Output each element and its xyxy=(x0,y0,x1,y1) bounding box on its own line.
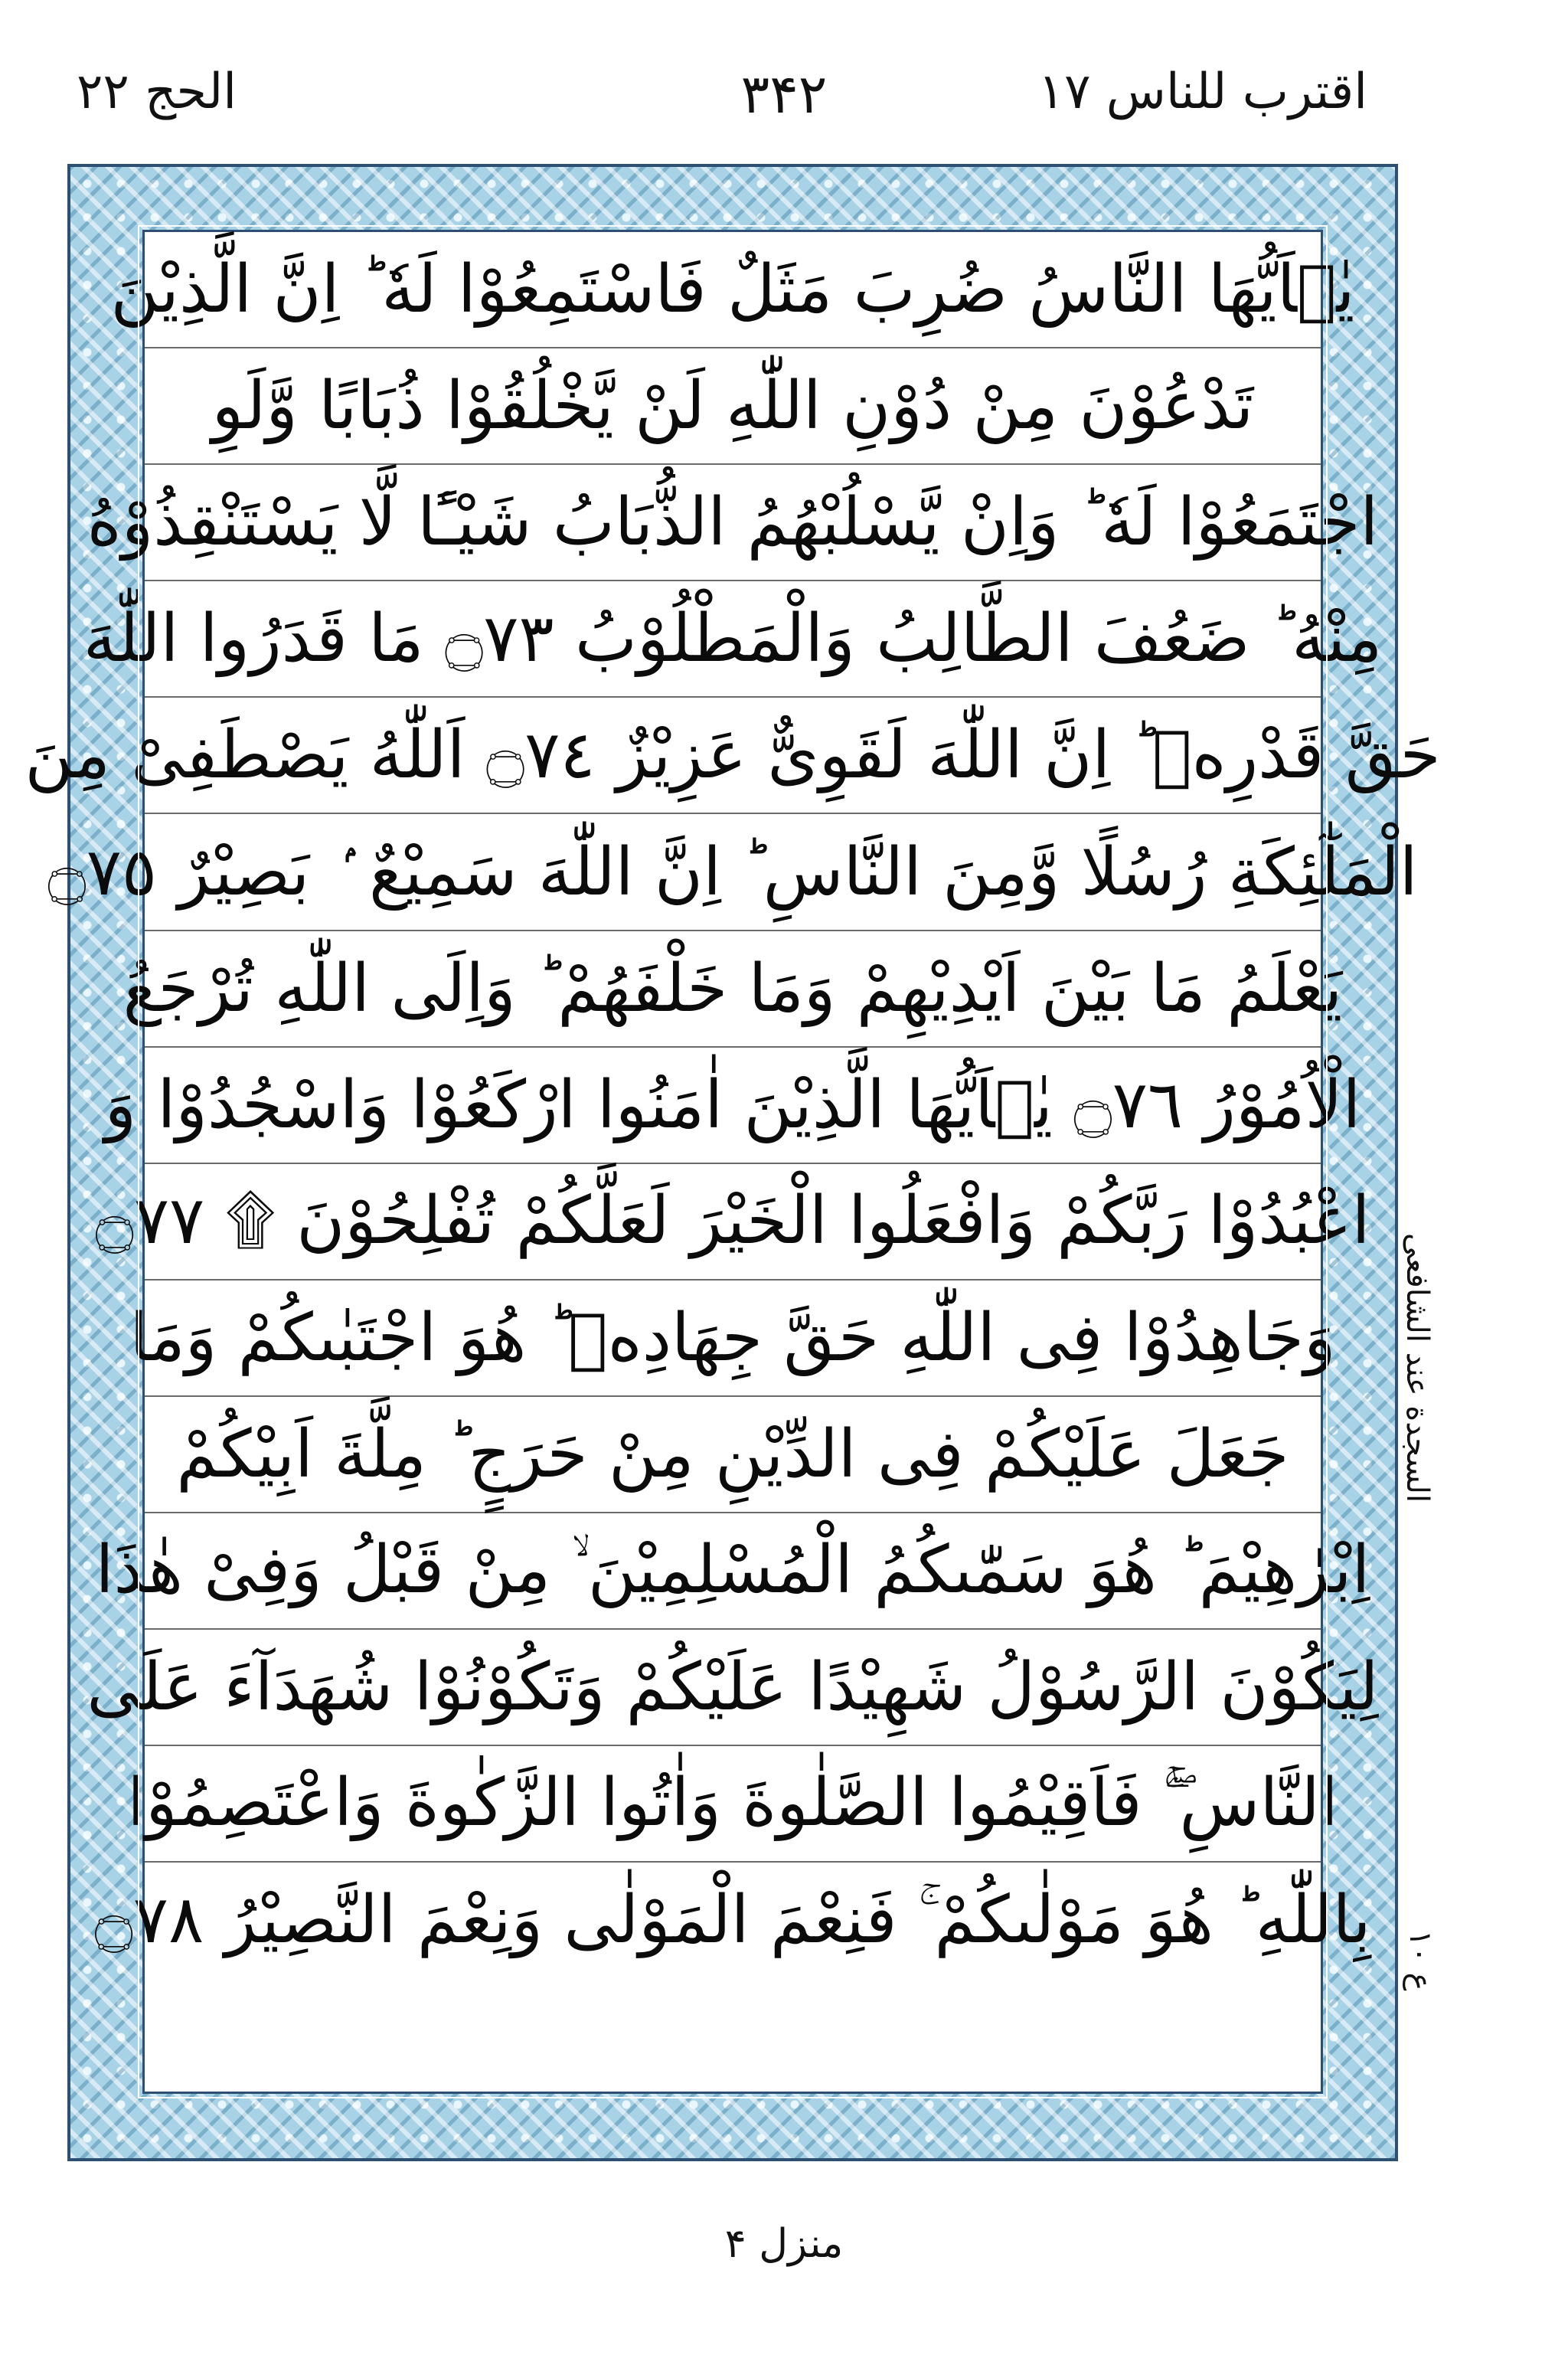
verse-line: يٰۤاَيُّهَا النَّاسُ ضُرِبَ مَثَلٌ فَاسْتَمِعُوْا لَهٗ ؕ اِنَّ الَّذِيْنَ xyxy=(145,232,1321,348)
verse-line: يَعْلَمُ مَا بَيْنَ اَيْدِيْهِمْ وَمَا خَلْفَهُمْ ؕ وَاِلَى اللّٰهِ تُرْجَعُ xyxy=(145,931,1321,1048)
page-number: ۳۴۲ xyxy=(740,63,828,126)
verse-line: الْاُمُوْرُ ۝٧٦ يٰۤاَيُّهَا الَّذِيْنَ اٰمَنُوا ارْكَعُوْا وَاسْجُدُوْا وَ xyxy=(145,1048,1321,1164)
verse-line: اعْبُدُوْا رَبَّكُمْ وَافْعَلُوا الْخَيْرَ لَعَلَّكُمْ تُفْلِحُوْنَ ۩ ۝٧٧ xyxy=(145,1164,1321,1281)
verse-line: تَدْعُوْنَ مِنْ دُوْنِ اللّٰهِ لَنْ يَّخْلُقُوْا ذُبَابًا وَّلَوِ xyxy=(145,348,1321,465)
manzil-label: منزل ۴ xyxy=(724,2221,844,2267)
verse-line: الْمَلٰٓئِكَةِ رُسُلًا وَّمِنَ النَّاسِ ؕ اِنَّ اللّٰهَ سَمِيْعٌ ۢ بَصِيْرٌ ۝٧٥ xyxy=(145,814,1321,931)
verse-line: وَجَاهِدُوْا فِى اللّٰهِ حَقَّ جِهَادِهٖ ؕ هُوَ اجْتَبٰىكُمْ وَمَا xyxy=(145,1281,1321,1397)
verse-line: لِيَكُوْنَ الرَّسُوْلُ شَهِيْدًا عَلَيْكُمْ وَتَكُوْنُوْا شُهَدَآءَ عَلَى xyxy=(145,1630,1321,1746)
verse-line: بِاللّٰهِ ؕ هُوَ مَوْلٰىكُمْ ۚ فَنِعْمَ الْمَوْلٰى وَنِعْمَ النَّصِيْرُ ۝٧٨ xyxy=(94,1882,1371,1959)
verse-line: حَقَّ قَدْرِهٖ ؕ اِنَّ اللّٰهَ لَقَوِىٌّ عَزِيْزٌ ۝٧٤ اَللّٰهُ يَصْطَفِىْ مِنَ xyxy=(145,698,1321,814)
ruku-margin-note: ع ١٠ xyxy=(1403,1930,1438,1991)
sajdah-margin-note: السجدة عند الشافعی xyxy=(1400,1233,1435,1503)
juz-name: اقترب للناس ١٧ xyxy=(1037,64,1367,120)
verse-line: جَعَلَ عَلَيْكُمْ فِى الدِّيْنِ مِنْ حَرَجٍ ؕ مِلَّةَ اَبِيْكُمْ xyxy=(145,1397,1321,1513)
surah-name: الحج ۲۲ xyxy=(77,64,237,120)
verse-line: النَّاسِ ۖۚ فَاَقِيْمُوا الصَّلٰوةَ وَاٰتُوا الزَّكٰوةَ وَاعْتَصِمُوْا xyxy=(145,1746,1321,1863)
verse-line: اِبْرٰهِيْمَ ؕ هُوَ سَمّٰىكُمُ الْمُسْلِمِيْنَ ۙ مِنْ قَبْلُ وَفِىْ هٰذَا xyxy=(145,1513,1321,1630)
verse-line: مِنْهُ ؕ ضَعُفَ الطَّالِبُ وَالْمَطْلُوْبُ ۝٧٣ مَا قَدَرُوا اللّٰهَ xyxy=(145,581,1321,698)
verse-line: اجْتَمَعُوْا لَهٗ ؕ وَاِنْ يَّسْلُبْهُمُ الذُّبَابُ شَيْـًٔا لَّا يَسْتَنْقِذُوْهُ xyxy=(145,465,1321,581)
